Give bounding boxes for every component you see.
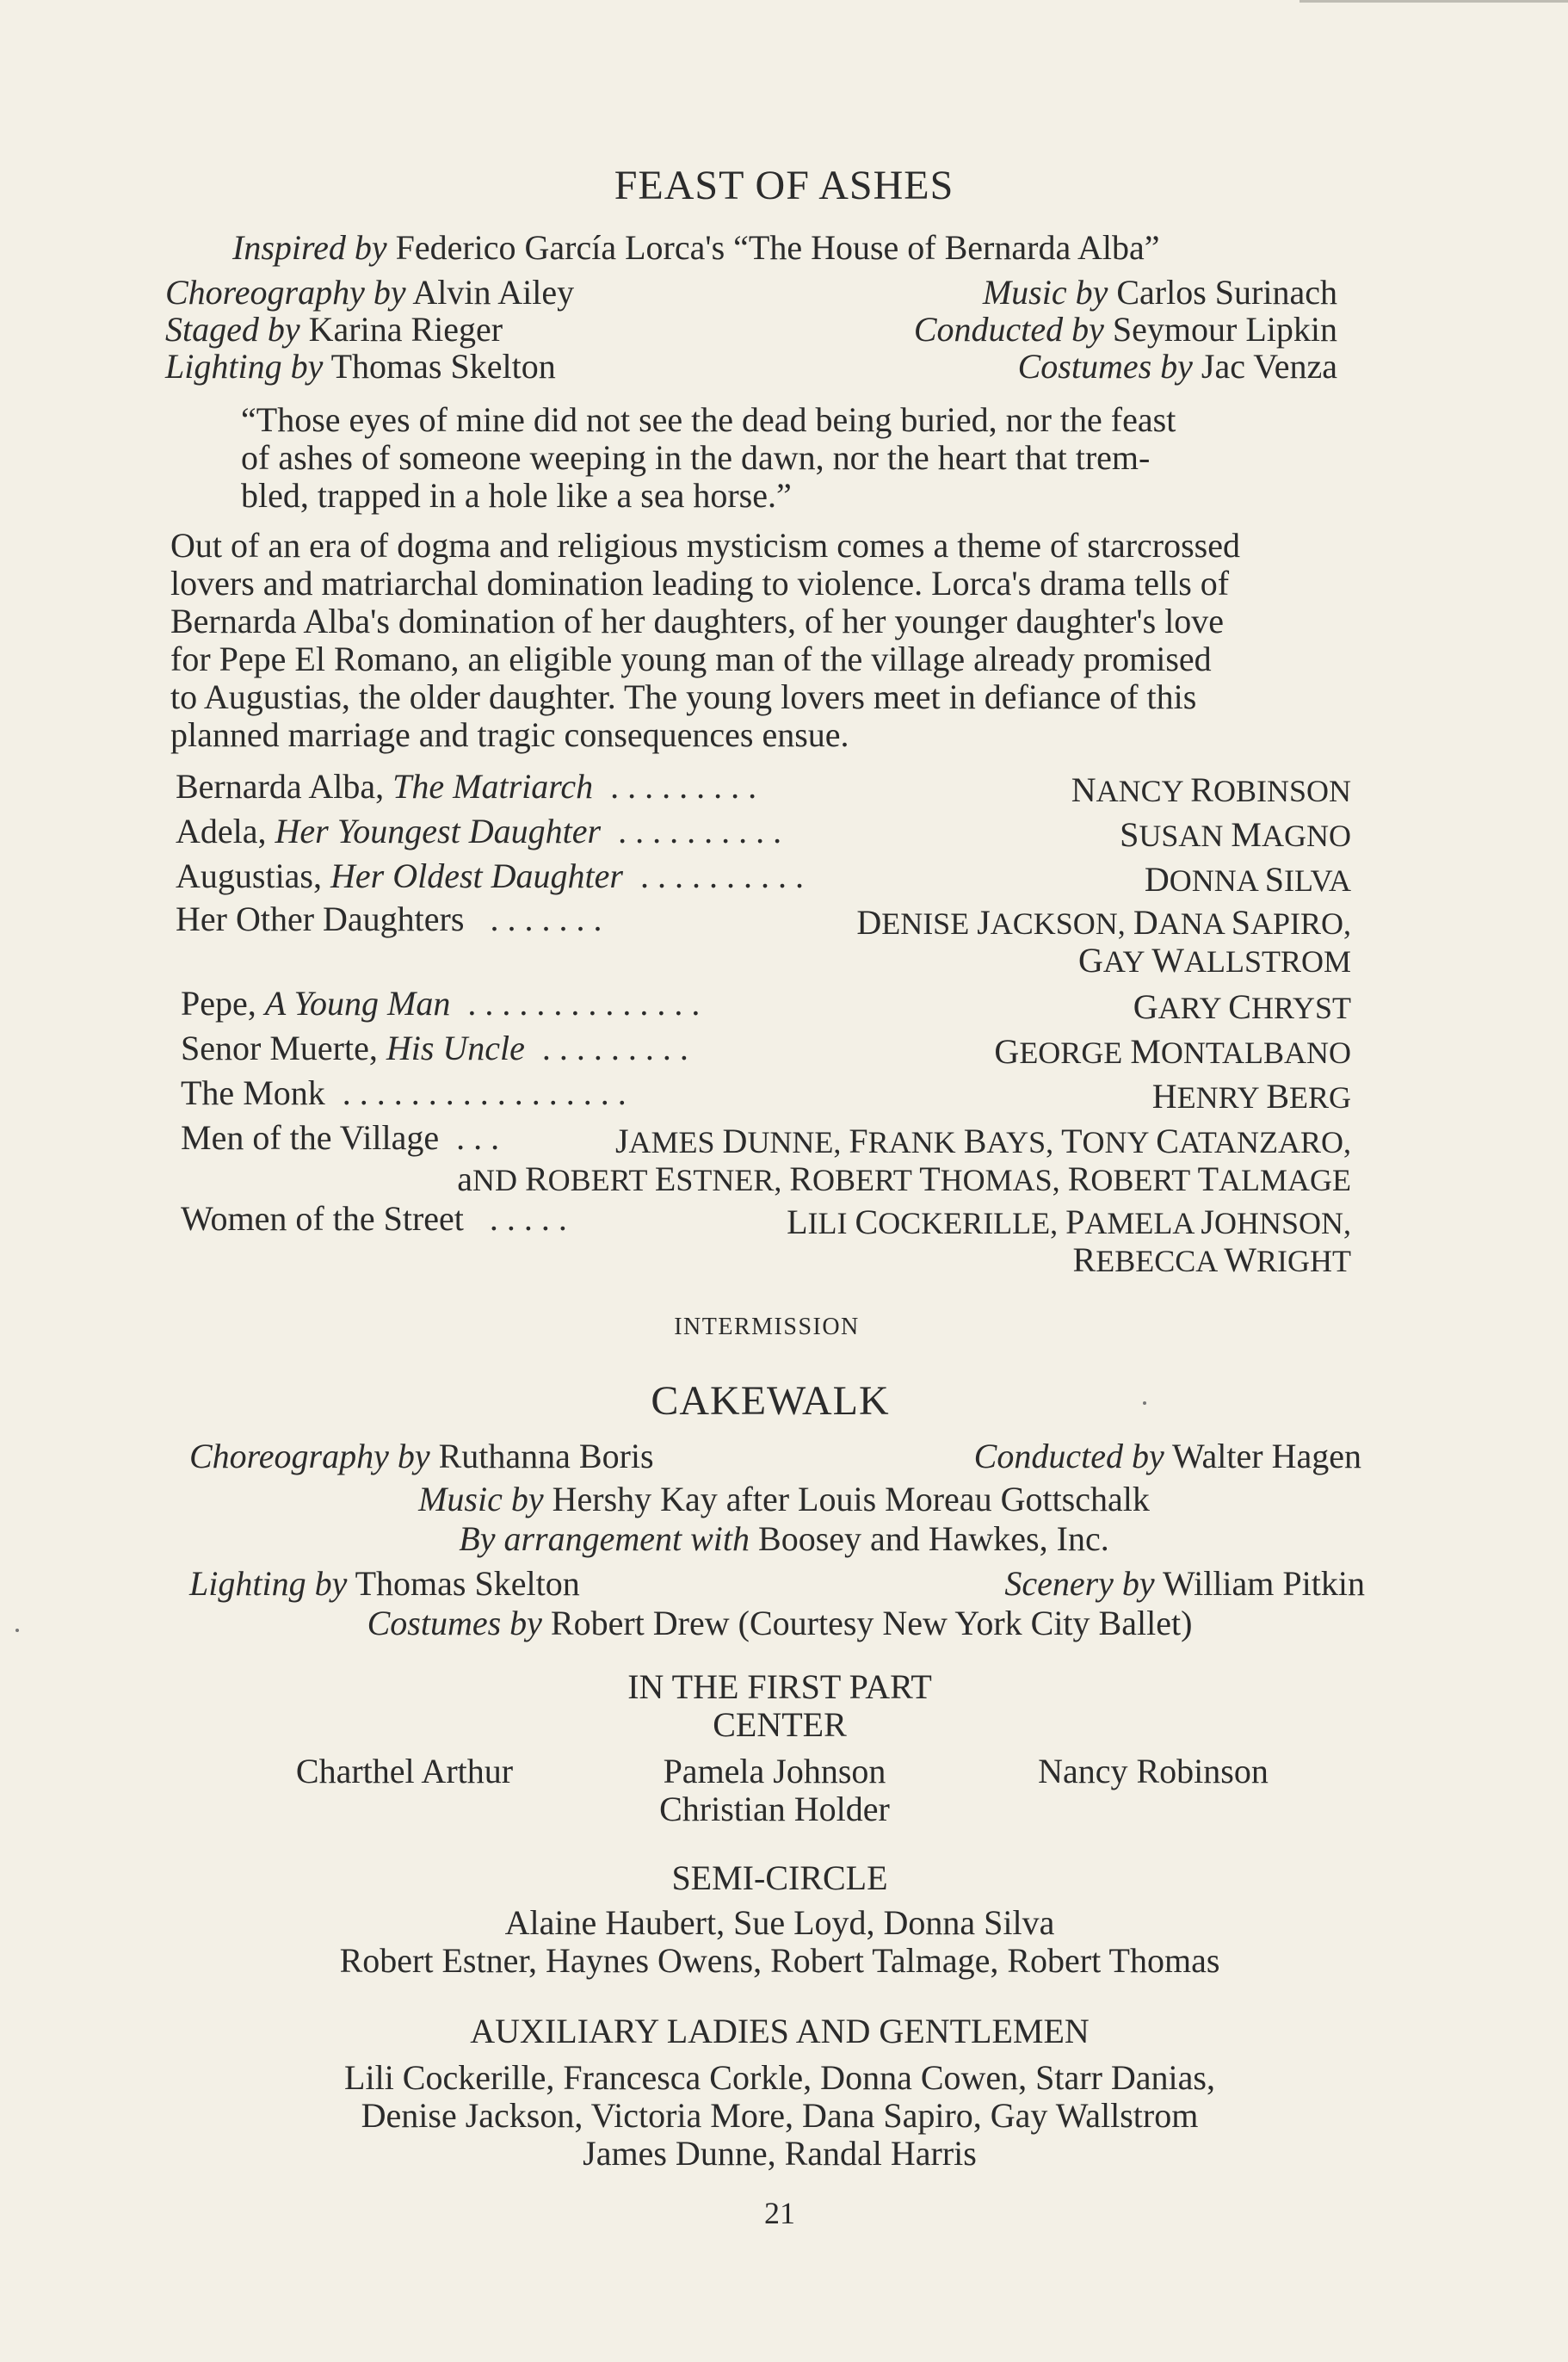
role-name: Women of the Street	[181, 1199, 464, 1238]
cast-row-monk	[181, 1073, 627, 1114]
role-description: The Matriarch	[392, 767, 594, 806]
role-name: Bernarda Alba,	[176, 767, 385, 806]
role-description: A Young Man	[264, 984, 451, 1023]
page-edge-rule	[1299, 0, 1568, 3]
cakewalk-lighting	[189, 1563, 580, 1605]
actor-name: HENRY BERG	[1151, 1077, 1351, 1116]
auxiliary-line: James Dunne, Randal Harris	[583, 2134, 977, 2173]
synopsis-line: Out of an era of dogma and religious mysticism comes a theme of starcrossed	[170, 526, 1240, 565]
actor-name: aND ROBERT ESTNER, ROBERT THOMAS, ROBERT TALMAGE	[457, 1159, 1351, 1198]
role-name: Her Other Daughters	[176, 900, 465, 938]
credit-value: Boosey and Hawkes, Inc.	[758, 1519, 1109, 1558]
synopsis-line: Bernarda Alba's domination of her daughters, of her younger daughter's love	[170, 602, 1225, 640]
role-name: The Monk	[181, 1073, 325, 1112]
cast-row-men	[181, 1117, 499, 1159]
role-name: Senor Muerte,	[181, 1029, 378, 1067]
leader-dots: . . . . . . .	[490, 900, 602, 938]
credit-lighting	[165, 346, 556, 387]
semicircle-line: Alaine Haubert, Sue Loyd, Donna Silva	[504, 1903, 1055, 1942]
leader-dots: . . . . . . . . . . . . . .	[467, 984, 701, 1023]
credit-choreography	[165, 272, 574, 313]
actor-name: REBECCA WRIGHT	[1072, 1240, 1351, 1279]
credit-label: Conducted by	[913, 310, 1104, 349]
center-heading: CENTER	[713, 1705, 847, 1744]
credit-value: Robert Drew (Courtesy New York City Ballet)	[550, 1604, 1193, 1642]
synopsis-line: to Augustias, the older daughter. The young lovers meet in defiance of this	[170, 677, 1197, 716]
first-part-heading: IN THE FIRST PART	[627, 1667, 932, 1706]
cakewalk-arrangement	[0, 1518, 1568, 1560]
credit-costumes	[775, 346, 1337, 387]
credit-label: Choreography by	[165, 273, 406, 312]
role-name: Adela,	[176, 812, 267, 850]
credit-conducted	[775, 309, 1337, 350]
leader-dots: . . .	[456, 1118, 500, 1157]
page-number: 21	[764, 2196, 795, 2230]
credit-label: Costumes by	[1017, 347, 1193, 386]
credit-value: Seymour Lipkin	[1112, 310, 1337, 349]
actor-name: GEORGE MONTALBANO	[994, 1032, 1351, 1071]
cast-row-adela	[176, 811, 781, 852]
cast-row-bernarda	[176, 766, 756, 807]
credit-value: Carlos Surinach	[1116, 273, 1337, 312]
intermission-label: INTERMISSION	[674, 1314, 860, 1340]
actor-name: JAMES DUNNE, FRANK BAYS, TONY CATANZARO,	[614, 1122, 1351, 1160]
center-right-dancer: Nancy Robinson	[1038, 1752, 1269, 1790]
credit-staged	[165, 309, 503, 350]
inspired-value: Federico García Lorca's “The House of Bernarda Alba”	[395, 228, 1160, 267]
credit-value: Walter Hagen	[1172, 1437, 1361, 1475]
credit-label: Scenery by	[1004, 1564, 1155, 1603]
actor-name: LILI COCKERILLE, PAMELA JOHNSON,	[787, 1203, 1351, 1241]
auxiliary-line: Denise Jackson, Victoria More, Dana Sapiro, Gay Wallstrom	[361, 2096, 1199, 2135]
semicircle-heading: SEMI-CIRCLE	[671, 1858, 888, 1897]
cast-row-muerte	[181, 1028, 688, 1069]
feast-title: FEAST OF ASHES	[614, 163, 954, 208]
credit-label: Music by	[418, 1480, 544, 1518]
inspired-label: Inspired by	[232, 228, 387, 267]
credit-label: Music by	[982, 273, 1108, 312]
credit-label: Conducted by	[973, 1437, 1164, 1475]
credit-value: Alvin Ailey	[412, 273, 575, 312]
credit-value: Jac Venza	[1201, 347, 1337, 386]
leader-dots: . . . . .	[489, 1199, 567, 1238]
cast-row-augustias	[176, 856, 804, 897]
credit-value: Thomas Skelton	[355, 1564, 580, 1603]
credit-label: By arrangement with	[459, 1519, 750, 1558]
feast-inspired-line	[232, 227, 1160, 269]
cast-row-pepe	[181, 983, 700, 1024]
leader-dots: . . . . . . . . .	[541, 1029, 688, 1067]
cakewalk-title: CAKEWALK	[651, 1378, 890, 1424]
credit-value: Thomas Skelton	[330, 347, 556, 386]
synopsis-line: for Pepe El Romano, an eligible young man of the village already promised	[170, 640, 1212, 678]
credit-value: William Pitkin	[1162, 1564, 1365, 1603]
role-name: Augustias,	[176, 856, 322, 895]
actor-name: SUSAN MAGNO	[1120, 815, 1351, 854]
role-description: His Uncle	[386, 1029, 525, 1067]
actor-name: DENISE JACKSON, DANA SAPIRO,	[856, 903, 1351, 942]
cast-row-women	[181, 1198, 567, 1240]
quote-line: of ashes of someone weeping in the dawn, nor the heart that trem-	[241, 438, 1151, 477]
feast-quote	[241, 401, 1176, 515]
credit-label: Lighting by	[189, 1564, 348, 1603]
center-middle-dancer: Christian Holder	[659, 1790, 890, 1828]
role-description: Her Youngest Daughter	[275, 812, 602, 850]
center-left-dancer: Charthel Arthur	[295, 1752, 514, 1790]
credit-value: Ruthanna Boris	[438, 1437, 654, 1475]
cakewalk-conducted	[775, 1436, 1361, 1477]
actor-name: GAY WALLSTROM	[1077, 941, 1351, 980]
center-middle-dancer: Pamela Johnson	[663, 1752, 886, 1790]
quote-line: “Those eyes of mine did not see the dead being buried, nor the feast	[241, 400, 1176, 439]
auxiliary-line: Lili Cockerille, Francesca Corkle, Donna Cowen, Starr Danias,	[344, 2058, 1215, 2097]
credit-value: Hershy Kay after Louis Moreau Gottschalk	[552, 1480, 1150, 1518]
leader-dots: . . . . . . . . . .	[639, 856, 804, 895]
role-name: Pepe,	[181, 984, 256, 1023]
leader-dots: . . . . . . . . . . . . . . . . .	[342, 1073, 627, 1112]
leader-dots: . . . . . . . . . .	[618, 812, 782, 850]
role-description: Her Oldest Daughter	[330, 856, 623, 895]
credit-label: Lighting by	[165, 347, 324, 386]
cakewalk-music	[0, 1479, 1568, 1520]
quote-line: bled, trapped in a hole like a sea horse.”	[241, 476, 792, 515]
cakewalk-choreography	[189, 1436, 654, 1477]
credit-music	[775, 272, 1337, 313]
actor-name: GARY CHRYST	[1133, 987, 1351, 1026]
credit-label: Costumes by	[367, 1604, 542, 1642]
actor-name: NANCY ROBINSON	[1071, 770, 1351, 809]
cast-row-daughters	[176, 899, 602, 940]
synopsis-line: planned marriage and tragic consequences ensue.	[170, 715, 849, 754]
cakewalk-costumes	[0, 1603, 1559, 1644]
synopsis-line: lovers and matriarchal domination leading to violence. Lorca's drama tells of	[170, 564, 1230, 603]
credit-label: Staged by	[165, 310, 300, 349]
credit-value: Karina Rieger	[308, 310, 503, 349]
semicircle-line: Robert Estner, Haynes Owens, Robert Talmage, Robert Thomas	[339, 1941, 1220, 1980]
leader-dots: . . . . . . . . .	[610, 767, 757, 806]
credit-label: Choreography by	[189, 1437, 430, 1475]
role-name: Men of the Village	[181, 1118, 440, 1157]
cakewalk-scenery	[775, 1563, 1365, 1605]
actor-name: DONNA SILVA	[1144, 860, 1351, 899]
auxiliary-heading: AUXILIARY LADIES AND GENTLEMEN	[470, 2012, 1090, 2050]
feast-synopsis	[170, 527, 1240, 754]
